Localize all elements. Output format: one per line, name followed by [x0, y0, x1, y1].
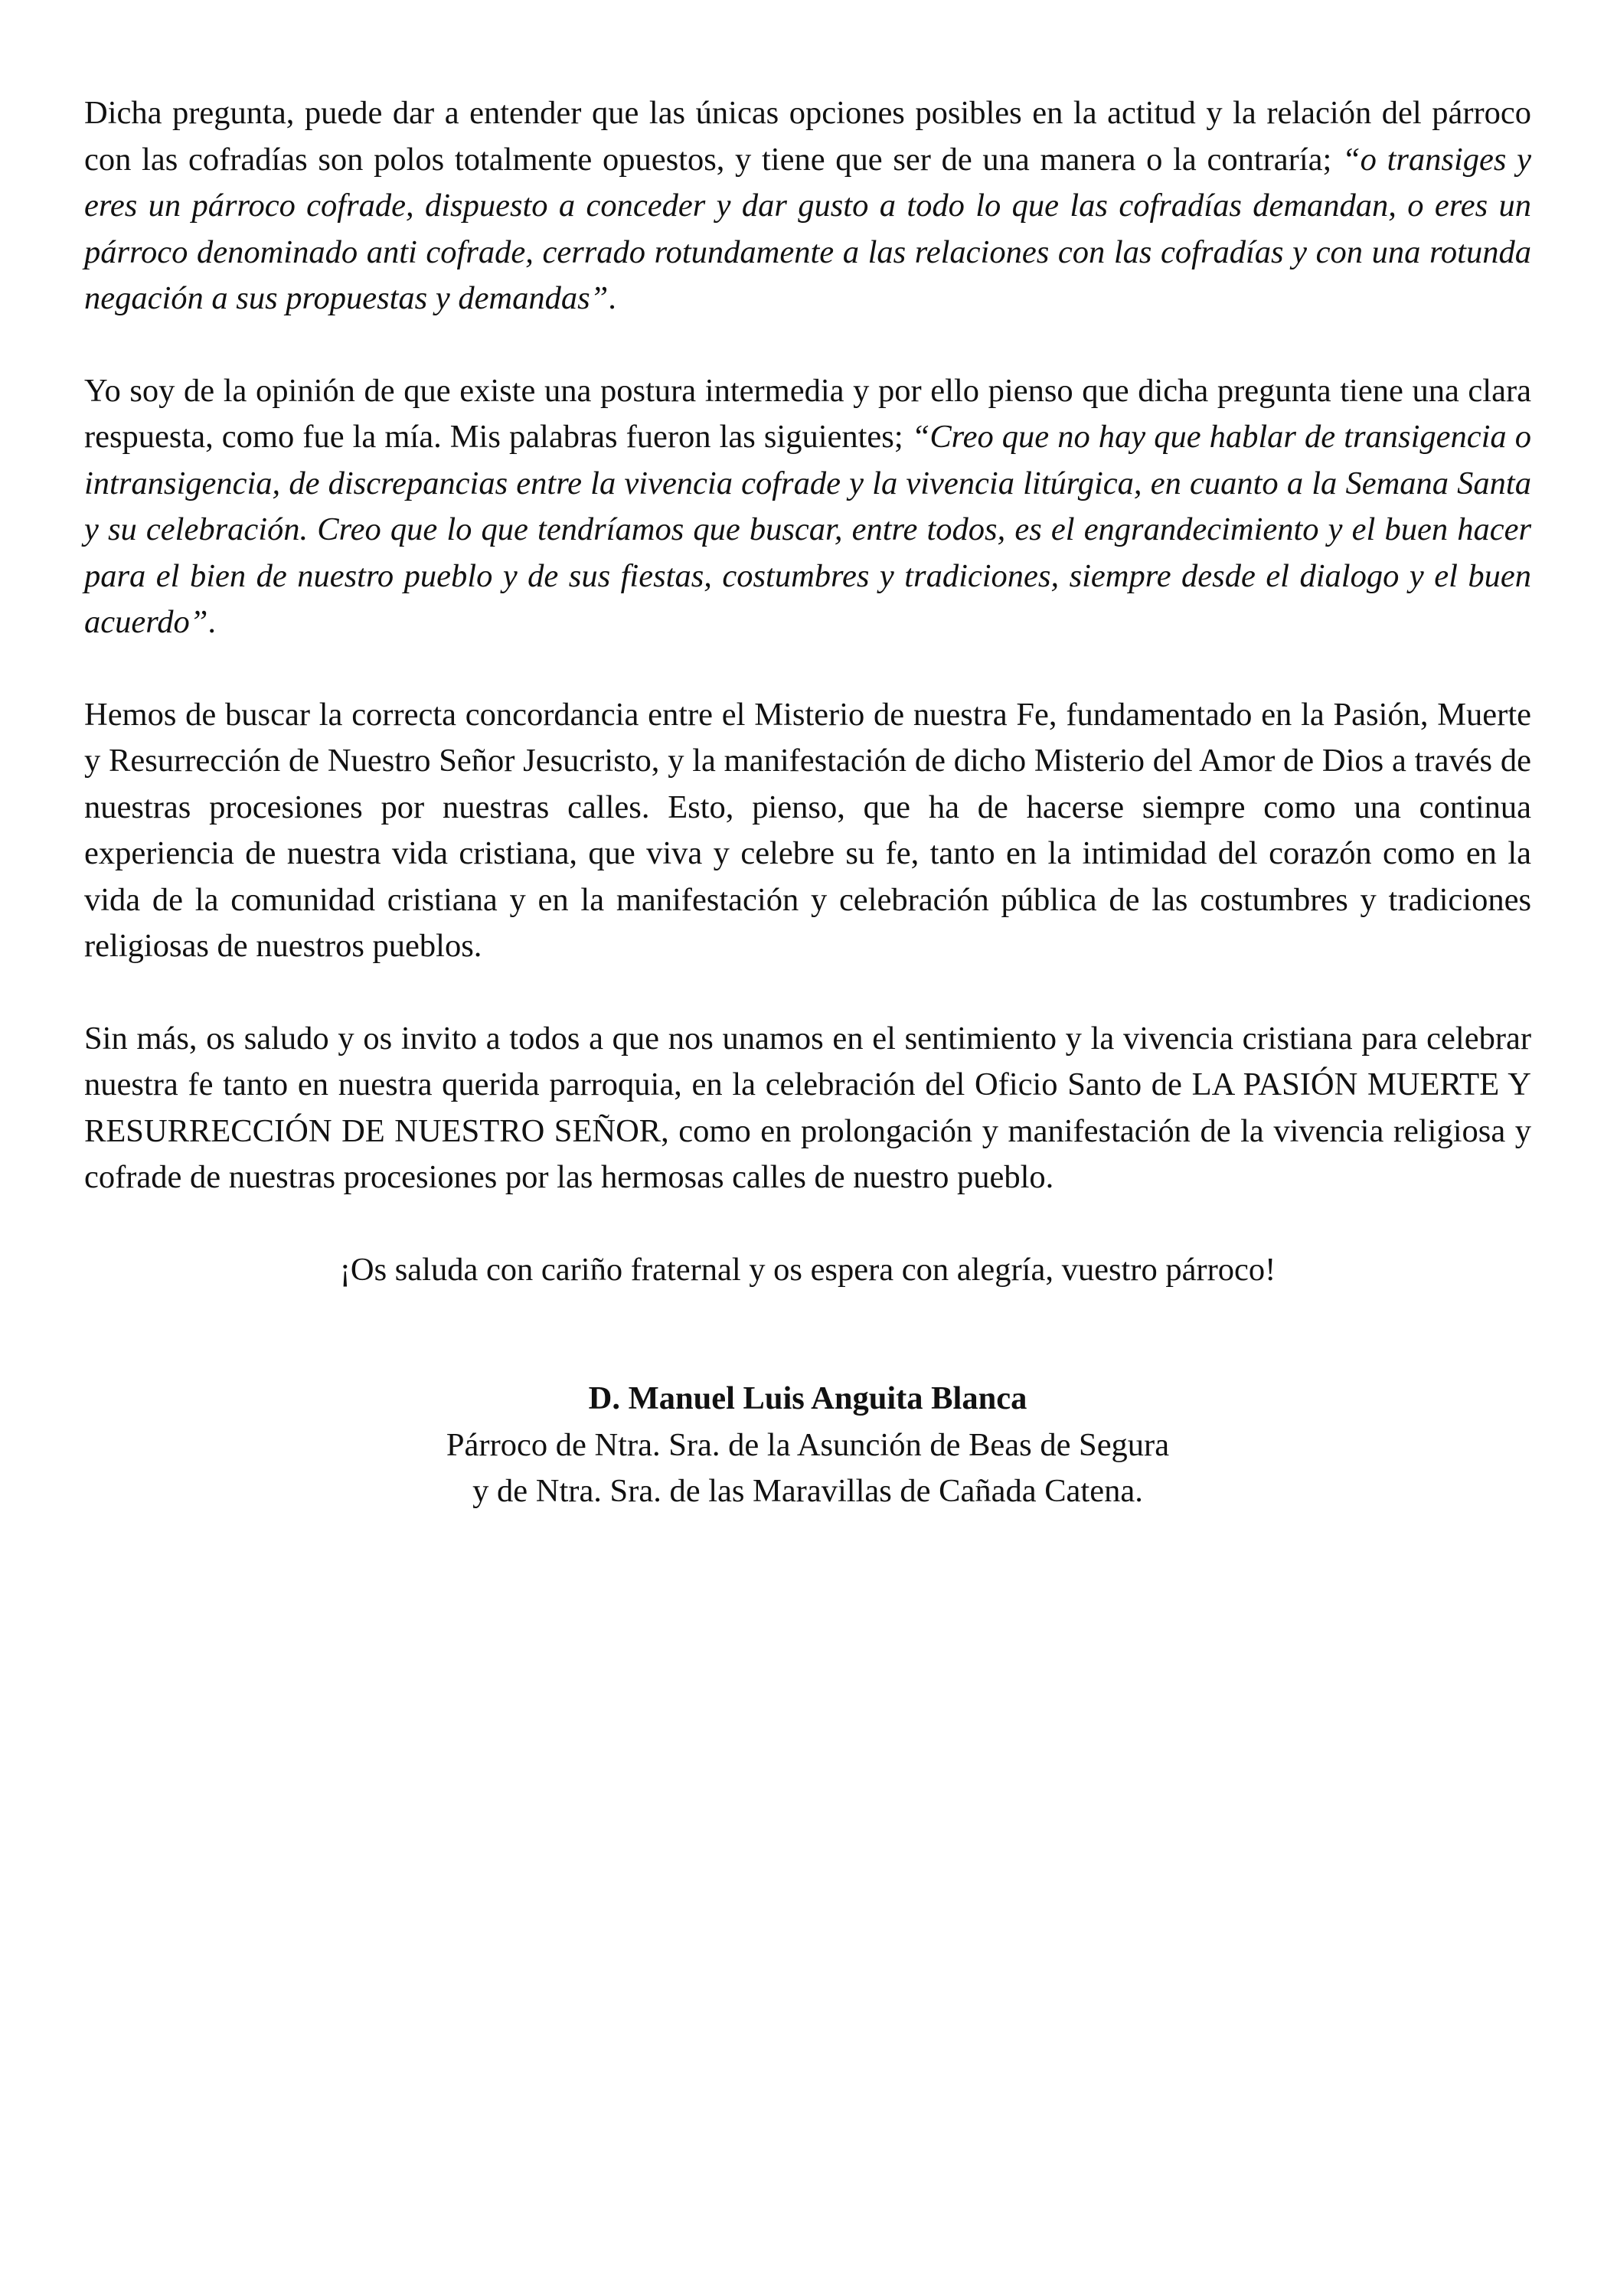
signature-title-line-1: Párroco de Ntra. Sra. de la Asunción de Beas de Segura: [446, 1426, 1170, 1463]
signature-block: [84, 1376, 1531, 1515]
paragraph-text: .: [608, 280, 616, 316]
paragraph-text: Yo soy de la opinión de que existe una postura intermedia y por ello pienso que dicha pregunta tiene una clara respuesta, como fue la mía. Mis palabras fueron las siguientes;: [84, 372, 1531, 455]
signature-name: D. Manuel Luis Anguita Blanca: [588, 1380, 1027, 1416]
signature-title-line-2: y de Ntra. Sra. de las Maravillas de Cañada Catena.: [472, 1473, 1143, 1509]
letter-body: [84, 90, 1531, 1515]
paragraph-text: Dicha pregunta, puede dar a entender que las únicas opciones posibles en la actitud y la relación del párroco con las cofradías son polos totalmente opuestos, y tiene que ser de una manera o la contraría;: [84, 95, 1531, 178]
paragraph-concordance: Hemos de buscar la correcta concordancia entre el Misterio de nuestra Fe, fundamentado en la Pasión, Muerte y Resurrección de Nuestro Señor Jesucristo, y la manifestación de dicho Misterio del Amor de Dios a través de nuestras procesiones por nuestras calles. Esto, pienso, que ha de hacerse siempre como una continua experiencia de nuestra vida cristiana, que viva y celebre su fe, tanto en la intimidad del corazón como en la vida de la comunidad cristiana y en la manifestación y celebración pública de las costumbres y tradiciones religiosas de nuestros pueblos.: [84, 696, 1531, 964]
paragraph-question-interpretation: [84, 90, 1531, 322]
quoted-text: “Creo que no hay que hablar de transigencia o intransigencia, de discrepancias entre la vivencia cofrade y la vivencia litúrgica, en cuanto a la Semana Santa y su celebración. Creo que lo que tendríamos que buscar, entre todos, es el engrandecimiento y el buen hacer para el bien de nuestro pueblo y de sus fiestas, costumbres y tradiciones, siempre desde el dialogo y el buen acuerdo”: [84, 419, 1531, 640]
paragraph-text: .: [207, 604, 216, 640]
paragraph-opinion: [84, 368, 1531, 646]
closing-greeting: ¡Os saluda con cariño fraternal y os espera con alegría, vuestro párroco!: [339, 1251, 1276, 1288]
quoted-text: “o transiges y eres un párroco cofrade, dispuesto a conceder y dar gusto a todo lo que las cofradías demandan, o eres un párroco denominado anti cofrade, cerrado rotundamente a las relaciones con las cofradías y con una rotunda negación a sus propuestas y demandas”: [84, 141, 1531, 316]
paragraph-invitation: Sin más, os saludo y os invito a todos a que nos unamos en el sentimiento y la vivencia cristiana para celebrar nuestra fe tanto en nuestra querida parroquia, en la celebración del Oficio Santo de LA PASIÓN MUERTE Y RESURRECCIÓN DE NUESTRO SEÑOR, como en prolongación y manifestación de la vivencia religiosa y cofrade de nuestras procesiones por las hermosas calles de nuestro pueblo.: [84, 1020, 1531, 1195]
